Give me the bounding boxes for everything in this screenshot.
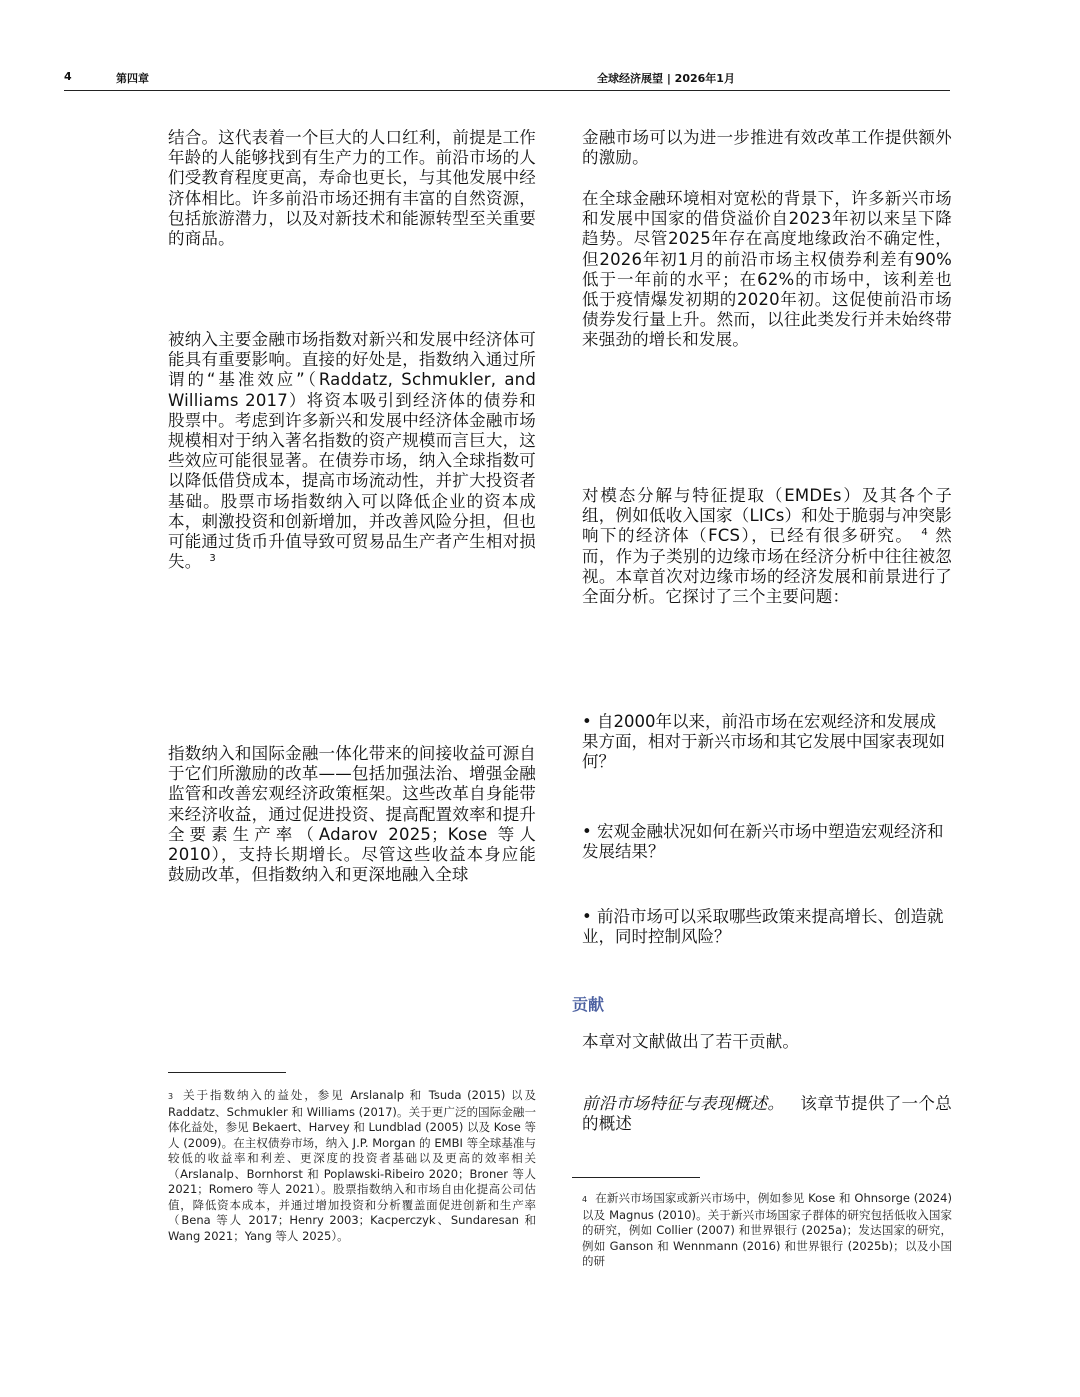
left-paragraph-2 [168, 330, 536, 572]
right-paragraph-2: 在全球金融环境相对宽松的背景下，许多新兴市场和发展中国家的借贷溢价自2023年初以来呈下降趋势。尽管2025年存在高度地缘政治不确定性，但2026年初1月的前沿市场主权债券利差有90%低于一年前的水平；在62%的市场中，该利差也低于疫情爆发初期的2020年初。这促使前沿市场债券发行量上升。然而，以往此类发行并未始终带来强劲的增长和发展。 [582, 189, 952, 350]
right-paragraph-4: 本章对文献做出了若干贡献。 [582, 1032, 800, 1051]
right-paragraph-1: 金融市场可以为进一步推进有效改革工作提供额外的激励。 [582, 128, 952, 168]
footnote-number-3: 3 [168, 1092, 174, 1101]
left-paragraph-3: 指数纳入和国际金融一体化带来的间接收益可源自于它们所激励的改革——包括加强法治、增强金融监管和改善宏观经济政策框架。这些改革自身能带来经济收益，通过促进投资、提高配置效率和提升全要素生产率（Adarov 2025；Kose 等人 2010），支持长期增长。尽管这些收益本身应能鼓励改革，但指数纳入和更深地融入全球 [168, 744, 536, 885]
left-footnote-text: 关于指数纳入的益处，参见 Arslanalp 和 Tsuda (2015) 以及 Raddatz、Schmukler 和 Williams (2017)。关于更广泛的国际金融一体化益处，参见 Bekaert、Harvey 和 Lundblad (2005) 以及 Kose 等人 (2009)。在主权债券市场，纳入 J.P. Morgan 的 EMBI 等全球基准与较低的收益率和利差、更深度的投资者基础以及更高的效率相关（Arslanalp、Bornhorst 和 Poplawski-Ribeiro 2020；Broner 等人 2021；Romero 等人 2021）。股票指数纳入和市场自由化提高公司估值，降低资本成本，并通过增加投资和分析覆盖面促进创新和生产率（Bena 等人 2017；Henry 2003；Kacperczyk、Sundaresan 和 Wang 2021；Yang 等人 2025）。 [168, 1088, 536, 1243]
left-footnote [168, 1088, 536, 1244]
left-paragraph-2-text: 被纳入主要金融市场指数对新兴和发展中经济体可能具有重要影响。直接的好处是，指数纳入通过所谓的“基准效应”（Raddatz, Schmukler, and Williams 2017）将资本吸引到经济体的债券和股票中。考虑到许多新兴和发展中经济体金融市场规模相对于纳入著名指数的资产规模而言巨大，这些效应可能很显著。在债券市场，纳入全球指数可以降低借贷成本，提高市场流动性，并扩大投资者基础。股票市场指数纳入可以降低企业的资本成本，刺激投资和创新增加，并改善风险分担，但也可能通过货币升值导致可贸易品生产者产生相对损失。 [168, 330, 536, 572]
bullet-item-3: • 前沿市场可以采取哪些政策来提高增长、创造就业，同时控制风险？ [582, 907, 944, 947]
right-paragraph-5-text: 该章节提供了一个总的概述 [582, 1094, 952, 1134]
right-paragraph-3-lead: 对模态分解与特征提取（EMDEs）及其各个子组，例如低收入国家（LICs）和处于脆弱与冲突影响下的经济体（FCS），已经有很多研究。 [582, 486, 952, 546]
left-footnote-rule [168, 1072, 286, 1073]
section-heading-contributions: 贡献 [572, 995, 605, 1014]
footnote-ref-3[interactable]: 3 [209, 552, 216, 564]
header-rule [64, 90, 950, 91]
right-paragraph-3 [582, 486, 952, 607]
footnote-number-4: 4 [582, 1195, 588, 1204]
left-paragraph-1: 结合。这代表着一个巨大的人口红利，前提是工作年龄的人能够找到有生产力的工作。前沿市场的人们受教育程度更高，寿命也更长，与其他发展中经济体相比。许多前沿市场还拥有丰富的自然资源，包括旅游潜力，以及对新技术和能源转型至关重要的商品。 [168, 128, 536, 249]
chapter-label: 第四章 [116, 72, 149, 85]
right-footnote-text: 在新兴市场国家或新兴市场中，例如参见 Kose 和 Ohnsorge (2024) 以及 Magnus (2010)。关于新兴市场国家子群体的研究包括低收入国家的研究，例如 Collier (2007) 和世界银行 (2025a)；发达国家的研究，例如 Ganson 和 Wennmann (2016) 和世界银行 (2025b)；以及小国的研 [582, 1191, 952, 1268]
page-number: 4 [64, 70, 72, 83]
footnote-ref-4[interactable]: 4 [921, 526, 928, 538]
right-paragraph-3-cont: 然而，作为子类别的边缘市场在经济分析中往往被忽视。本章首次对边缘市场的经济发展和前景进行了全面分析。它探讨了三个主要问题： [582, 526, 952, 607]
right-paragraph-5 [582, 1094, 952, 1134]
publication-title: 全球经济展望 | 2026年1月 [597, 72, 735, 85]
bullet-item-2: • 宏观金融状况如何在新兴市场中塑造宏观经济和发展结果？ [582, 822, 944, 862]
bullet-item-1: • 自2000年以来，前沿市场在宏观经济和发展成果方面，相对于新兴市场和其它发展中国家表现如何？ [582, 712, 945, 772]
right-footnote [582, 1191, 952, 1270]
right-footnote-rule [572, 1177, 700, 1178]
right-paragraph-5-italic: 前沿市场特征与表现概述。 [582, 1094, 785, 1113]
